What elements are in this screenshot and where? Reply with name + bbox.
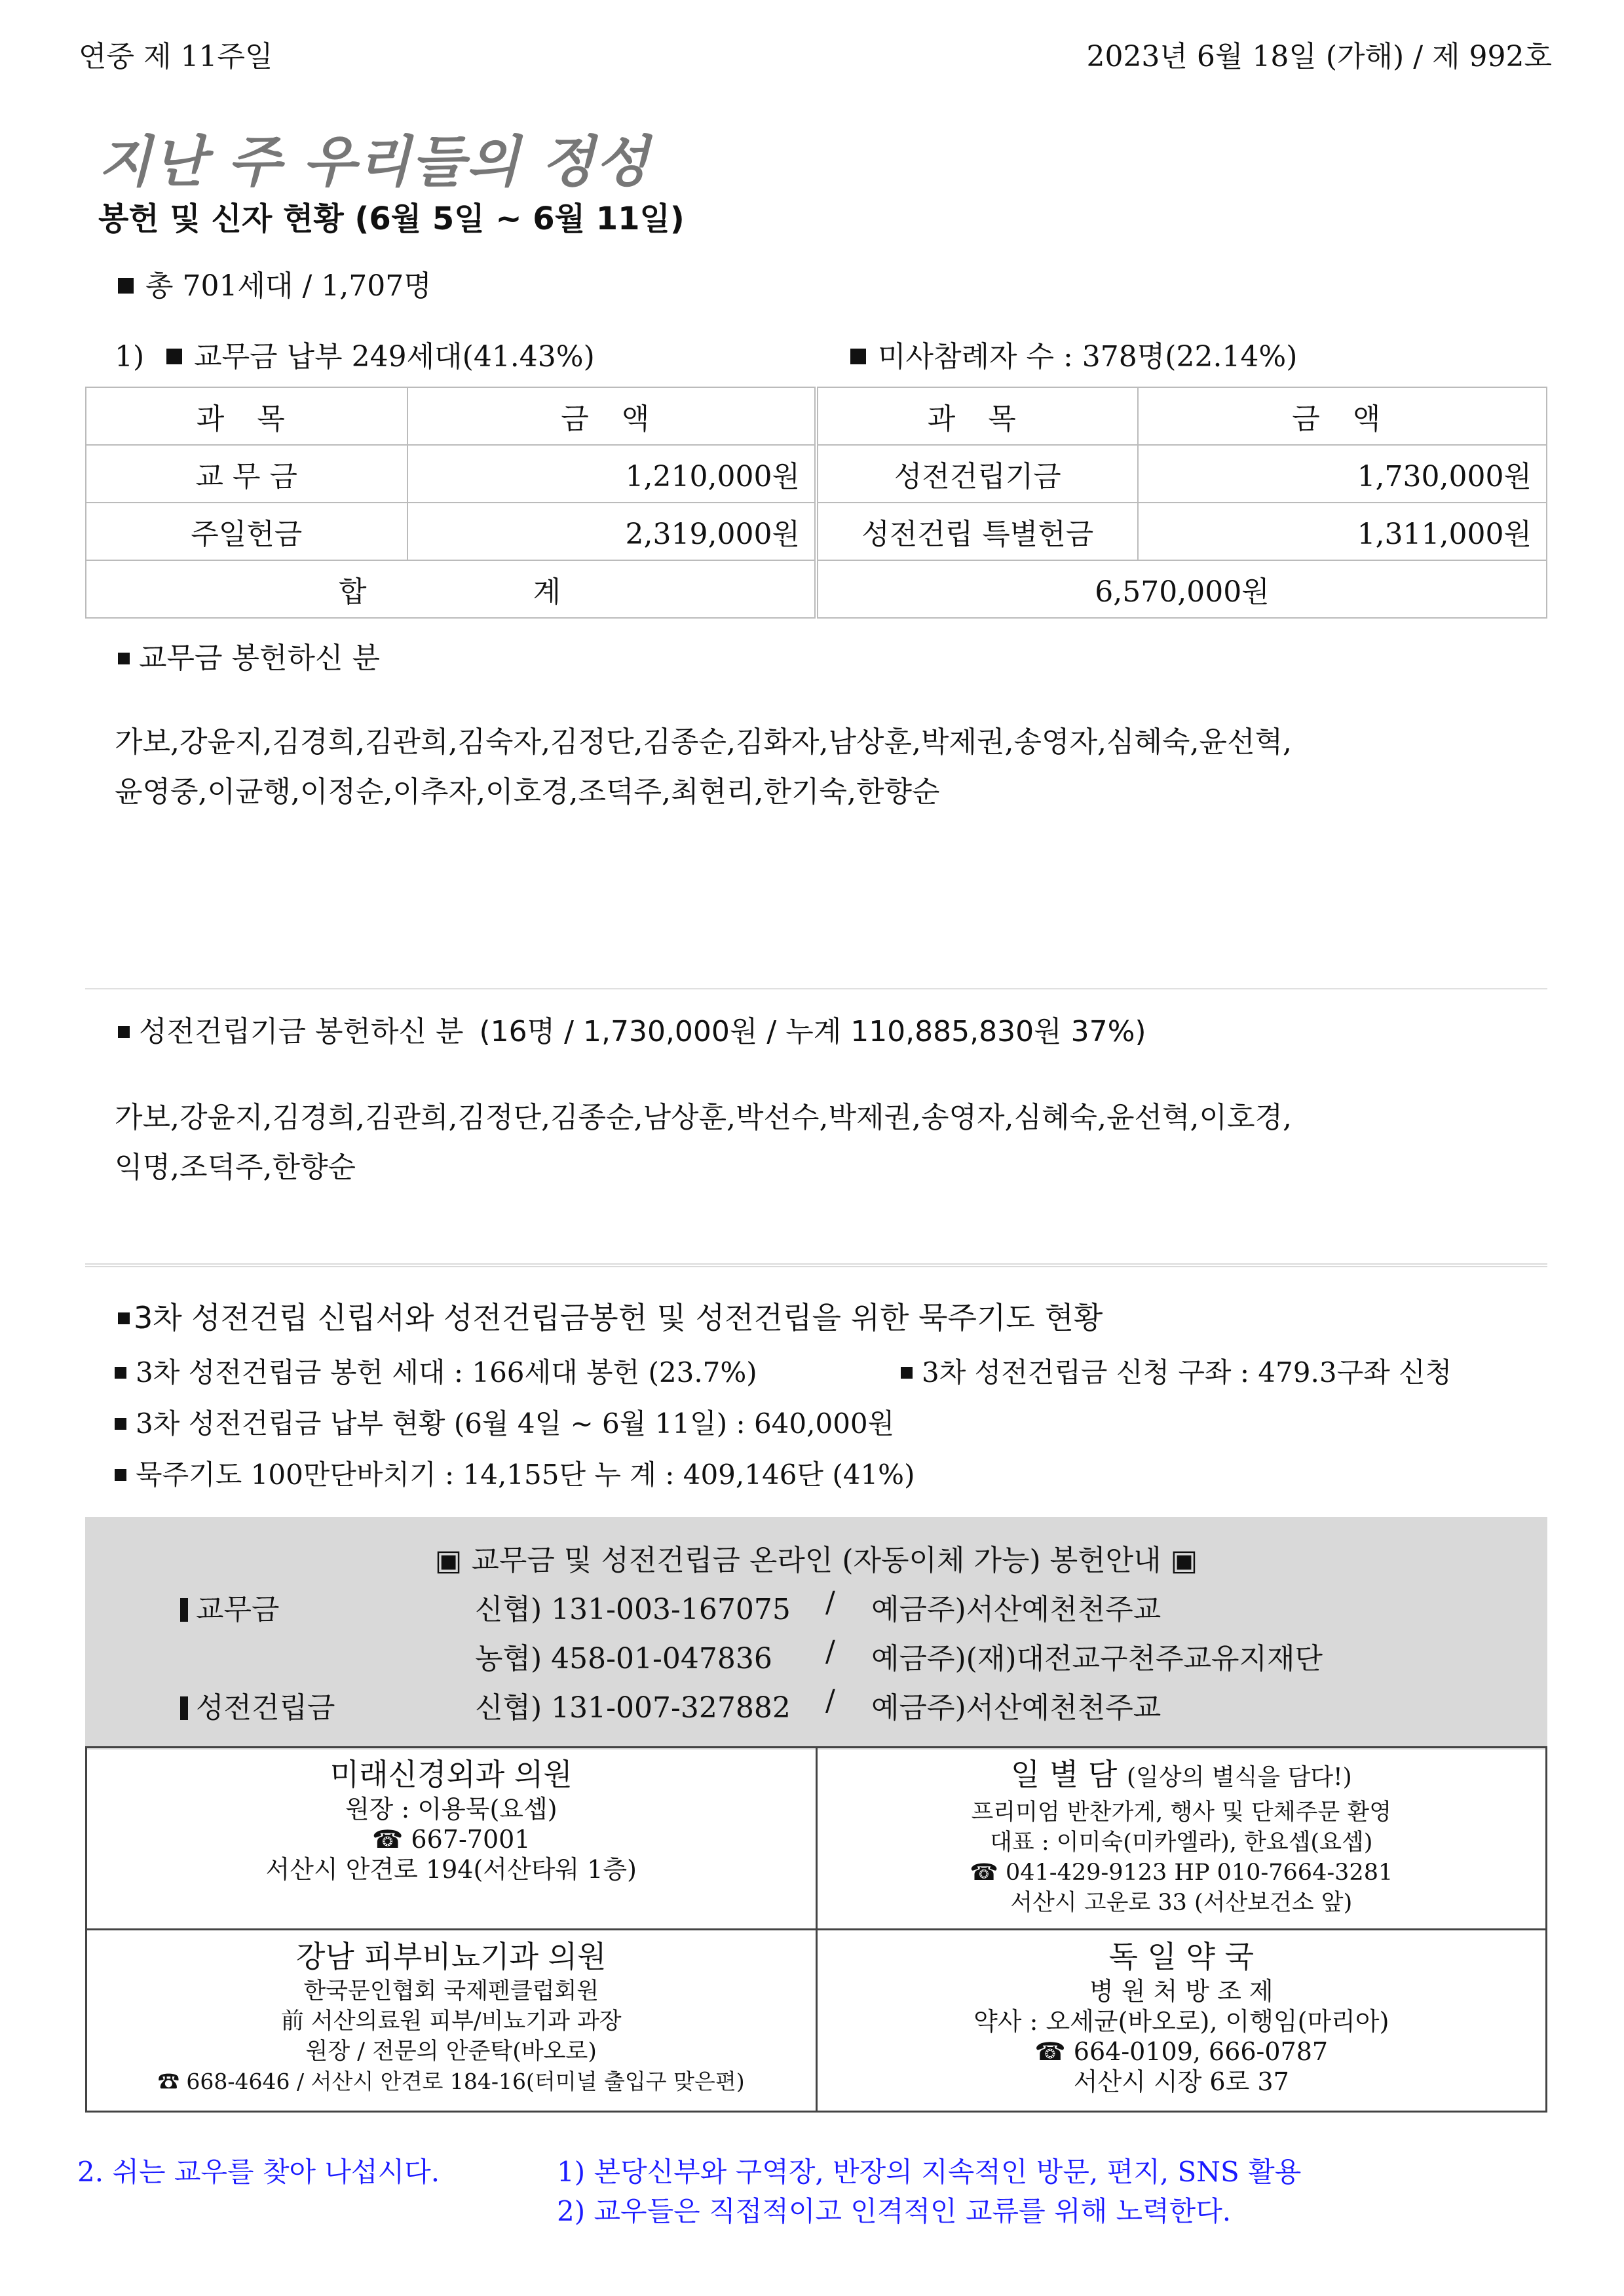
divider — [85, 1263, 1547, 1267]
bar-bullet-icon — [180, 1598, 188, 1622]
ad-line: ☎ 664-0109, 666-0787 — [1034, 2037, 1329, 2066]
ad-line: 前 서산의료원 피부/비뇨기과 과장 — [280, 2008, 622, 2035]
ad-cell — [86, 1930, 817, 2112]
finance-header-row — [86, 387, 1547, 445]
dues-donors-list — [115, 718, 1523, 817]
online-giving-title: ▣ 교무금 및 성전건립금 온라인 (자동이체 가능) 봉헌안내 ▣ — [434, 1544, 1198, 1577]
finance-total-row — [86, 560, 1547, 618]
section3-item: 3차 성전건립금 봉헌 세대 : 166세대 봉헌 (23.7%) — [115, 1351, 757, 1390]
section3-item: 묵주기도 100만단바치기 : 14,155단 누 계 : 409,146단 (41%) — [115, 1453, 915, 1493]
section3-item: 3차 성전건립금 신청 구좌 : 479.3구좌 신청 — [901, 1351, 1452, 1390]
divider — [85, 988, 1547, 989]
ad-cell — [816, 1930, 1547, 2112]
item-label: 주일헌금 — [86, 503, 407, 560]
header-item: 과 목 — [86, 387, 407, 445]
slash: / — [825, 1635, 835, 1668]
item-label: 성전건립기금 — [816, 445, 1138, 503]
bank-account: 농협) 458-01-047836 — [475, 1642, 772, 1675]
item-label: 성전건립 특별헌금 — [816, 503, 1138, 560]
bar-bullet-icon — [180, 1696, 188, 1720]
account-holder: 예금주)서산예천천주교 — [871, 1691, 1161, 1725]
square-bullet-icon — [850, 349, 866, 364]
amount-value: 1,311,000원 — [1138, 503, 1547, 560]
slash: / — [825, 1586, 835, 1619]
ad-cell — [86, 1748, 817, 1930]
ad-title: 독 일 약 국 — [1108, 1939, 1255, 1974]
ad-line: ☎ 041-429-9123 HP 010-7664-3281 — [970, 1860, 1393, 1886]
finance-row — [86, 503, 1547, 560]
ad-line: 서산시 안견로 194(서산타워 1층) — [265, 1855, 637, 1884]
square-bullet-icon — [118, 1026, 130, 1038]
ad-line: 서산시 시장 6로 37 — [1073, 2067, 1289, 2096]
square-bullet-icon — [115, 1367, 126, 1379]
finance-row — [86, 445, 1547, 503]
ad-line: ☎ 667-7001 — [372, 1825, 531, 1854]
square-bullet-icon — [166, 349, 182, 364]
square-bullet-icon — [115, 1469, 126, 1481]
building-donors-summary: (16명 / 1,730,000원 / 누계 110,885,830원 37%) — [479, 1015, 1146, 1048]
ad-line: 한국문인협회 국제펜클럽회원 — [303, 1978, 599, 2004]
square-bullet-icon — [115, 1418, 126, 1430]
square-bullet-icon — [901, 1367, 913, 1379]
ad-line: 병 원 처 방 조 제 — [1089, 1977, 1274, 2006]
amount-value: 1,210,000원 — [407, 445, 816, 503]
ad-title: 미래신경외과 의원 — [330, 1757, 573, 1792]
building-donors-heading: 성전건립기금 봉헌하신 분 (16명 / 1,730,000원 / 누계 110,885,830원 37%) — [118, 1008, 1146, 1050]
total-label: 합 계 — [86, 560, 816, 618]
mass-stat — [850, 333, 1297, 375]
ad-title-row: 일 별 담 (일상의 별식을 담다!) — [1010, 1757, 1352, 1792]
header-amount: 금 액 — [1138, 387, 1547, 445]
footer-sub2: 2) 교우들은 직접적이고 인격적인 교류를 위해 노력한다. — [557, 2195, 1232, 2227]
header-week: 연중 제 11주일 — [79, 40, 273, 73]
account-holder: 예금주)(재)대전교구천주교유지재단 — [871, 1642, 1323, 1675]
dues-stat — [115, 333, 595, 375]
footer-item2: 2. 쉬는 교우를 찾아 나섭시다. — [77, 2156, 440, 2188]
page-title: 지난 주 우리들의 정성 — [98, 130, 651, 194]
ad-line: 약사 : 오세균(바오로), 이행임(마리아) — [973, 2007, 1389, 2036]
ad-line: 원장 : 이용묵(요셉) — [345, 1795, 557, 1824]
total-households: 총 701세대 / 1,707명 — [118, 262, 432, 304]
mass-stat-text: 미사참례자 수 : 378명(22.14%) — [878, 340, 1298, 373]
ad-line: 원장 / 전문의 안준탁(바오로) — [305, 2038, 597, 2065]
ad-line: 서산시 고운로 33 (서산보건소 앞) — [1010, 1890, 1353, 1916]
square-bullet-icon — [118, 653, 130, 664]
ad-line: 프리미엄 반찬가게, 행사 및 단체주문 환영 — [971, 1799, 1392, 1826]
ad-line: ☎ 668-4646 / 서산시 안견로 184-16(터미널 출입구 맞은편) — [157, 2069, 745, 2094]
amount-value: 1,730,000원 — [1138, 445, 1547, 503]
section3-item: 3차 성전건립금 납부 현황 (6월 4일 ~ 6월 11일) : 640,000원 — [115, 1402, 894, 1442]
online-giving-box — [85, 1517, 1547, 1750]
donor-line: 가보,강윤지,김경희,김관희,김숙자,김정단,김종순,김화자,남상훈,박제권,송영자,심혜숙,윤선혁, — [115, 725, 1292, 759]
ad-line: 대표 : 이미숙(미카엘라), 한요셉(요셉) — [990, 1829, 1373, 1856]
account-holder: 예금주)서산예천천주교 — [871, 1593, 1161, 1626]
donor-line: 익명,조덕주,한향순 — [115, 1151, 356, 1184]
dues-donors-heading: 교무금 봉헌하신 분 — [118, 634, 380, 676]
ads-table — [85, 1746, 1547, 2113]
donor-line: 가보,강윤지,김경희,김관희,김정단,김종순,남상훈,박선수,박제권,송영자,심혜숙,윤선혁,이호경, — [115, 1101, 1292, 1134]
ad-cell — [816, 1748, 1547, 1930]
header-amount: 금 액 — [407, 387, 816, 445]
item-label: 교 무 금 — [86, 445, 407, 503]
donor-line: 윤영중,이균행,이정순,이추자,이호경,조덕주,최현리,한기숙,한향순 — [115, 775, 940, 809]
building-donors-list — [115, 1093, 1523, 1193]
amount-value: 2,319,000원 — [407, 503, 816, 560]
header-item: 과 목 — [816, 387, 1138, 445]
square-bullet-icon — [118, 278, 134, 294]
header-date-issue: 2023년 6월 18일 (가해) / 제 992호 — [1086, 40, 1552, 73]
page-subtitle: 봉헌 및 신자 현황 (6월 5일 ~ 6월 11일) — [98, 201, 685, 237]
bank-account: 신협) 131-003-167075 — [475, 1593, 791, 1626]
slash: / — [825, 1684, 835, 1717]
dues-stat-text: 교무금 납부 249세대(41.43%) — [194, 340, 595, 373]
footer-sub1: 1) 본당신부와 구역장, 반장의 지속적인 방문, 편지, SNS 활용 — [557, 2156, 1302, 2188]
online-label: 교무금 — [180, 1586, 280, 1628]
online-label: 성전건립금 — [180, 1684, 335, 1726]
total-value: 6,570,000원 — [816, 560, 1547, 618]
bank-account: 신협) 131-007-327882 — [475, 1691, 791, 1725]
ad-title: 강남 피부비뇨기과 의원 — [295, 1939, 607, 1974]
square-bullet-icon — [118, 1312, 130, 1324]
finance-table — [85, 387, 1547, 619]
stat-prefix: 1) — [115, 340, 145, 373]
section3-title: 3차 성전건립 신립서와 성전건립금봉헌 및 성전건립을 위한 묵주기도 현황 — [118, 1294, 1103, 1337]
